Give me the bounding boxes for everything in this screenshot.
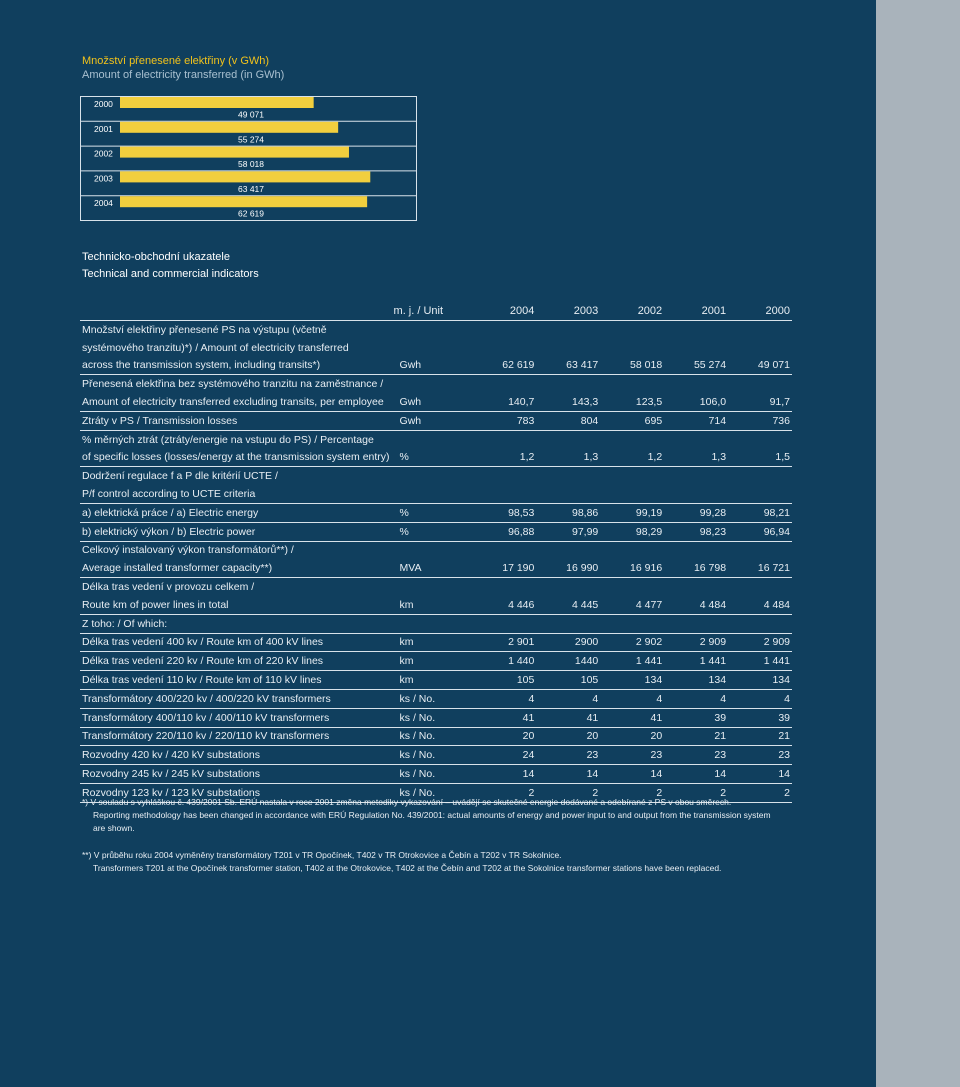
year-label: 2004: [94, 198, 113, 209]
row-value: [536, 339, 600, 357]
bar: [120, 171, 370, 182]
header-year: 2001: [664, 302, 728, 321]
header-label-cell: [80, 302, 392, 321]
table-row: [80, 727, 792, 746]
row-value: [536, 485, 600, 503]
row-unit: %: [392, 449, 473, 467]
row-value: 24: [472, 746, 536, 765]
row-value: [664, 339, 728, 357]
side-stripe: [876, 0, 960, 1087]
table-row: [80, 596, 792, 614]
row-value: 20: [472, 727, 536, 746]
row-value: 39: [728, 708, 792, 727]
row-value: [664, 321, 728, 339]
row-value: 14: [664, 765, 728, 784]
row-value: [536, 375, 600, 393]
footnote-1-cz: *) V souladu s vyhláškou č. 439/2001 Sb. ERÚ nastala v roce 2001 změna metodiky vykazování – uvádějí se skutečné energie dodávané a odebírané z PS v obou směrech.: [82, 797, 732, 807]
row-value: 695: [600, 411, 664, 430]
row-value: 55 274: [664, 357, 728, 375]
bar-chart: [80, 96, 420, 222]
row-value: 4 484: [728, 596, 792, 614]
row-value: 1 440: [472, 652, 536, 671]
table-row: [80, 339, 792, 357]
row-label: Amount of electricity transferred excluding transits, per employee: [80, 393, 392, 411]
row-unit: [392, 321, 473, 339]
row-value: 21: [664, 727, 728, 746]
row-label: % měrných ztrát (ztráty/energie na vstupu do PS) / Percentage: [82, 433, 374, 446]
row-value: 97,99: [536, 522, 600, 541]
value-label: 58 018: [238, 159, 264, 170]
footnote-2-cz: **) V průběhu roku 2004 vyměněny transformátory T201 v TR Opočínek, T402 v TR Otrokovice a Čebín a T202 v TR Sokolnice.: [82, 850, 562, 860]
row-value: 783: [472, 411, 536, 430]
row-value: 1,2: [472, 449, 536, 467]
row-value: 4 477: [600, 596, 664, 614]
row-value: 96,94: [728, 522, 792, 541]
row-value: 143,3: [536, 393, 600, 411]
row-value: 2: [728, 783, 792, 802]
row-value: [600, 321, 664, 339]
row-value: 134: [664, 671, 728, 690]
table-row: [80, 321, 792, 339]
row-label: Ztráty v PS / Transmission losses: [80, 411, 392, 430]
table-row: [80, 578, 792, 596]
row-value: [472, 467, 536, 485]
row-value: [536, 321, 600, 339]
row-value: 23: [600, 746, 664, 765]
row-value: 106,0: [664, 393, 728, 411]
row-value: 2: [664, 783, 728, 802]
row-unit: [392, 541, 473, 559]
row-value: [600, 339, 664, 357]
row-value: 91,7: [728, 393, 792, 411]
table-row: [80, 652, 792, 671]
row-value: 4: [728, 689, 792, 708]
row-label: Délka tras vedení 220 kv / Route km of 220 kV lines: [80, 652, 392, 671]
row-value: 1 441: [600, 652, 664, 671]
value-label: 55 274: [238, 134, 264, 145]
row-value: [600, 578, 664, 596]
row-unit: Gwh: [392, 357, 473, 375]
row-value: 41: [472, 708, 536, 727]
row-value: 62 619: [472, 357, 536, 375]
row-value: [536, 467, 600, 485]
row-value: [728, 321, 792, 339]
bar: [120, 122, 338, 133]
row-unit: [392, 614, 473, 633]
table-row: [80, 746, 792, 765]
row-value: [728, 485, 792, 503]
row-value: 96,88: [472, 522, 536, 541]
row-label: Množství elektřiny přenesené PS na výstupu (včetně: [82, 323, 327, 336]
row-unit: [392, 375, 473, 393]
row-unit: km: [392, 633, 473, 652]
row-unit: ks / No.: [392, 689, 473, 708]
row-value: [664, 467, 728, 485]
table-row: [80, 503, 792, 522]
footnote-1-en-1: Reporting methodology has been changed in accordance with ERÚ Regulation No. 439/2001: actual amounts of energy and power input to and output from the transmission system: [93, 810, 771, 820]
row-value: 14: [728, 765, 792, 784]
row-value: 41: [536, 708, 600, 727]
row-value: [728, 430, 792, 448]
row-unit: [392, 339, 473, 357]
row-label: Celkový instalovaný výkon transformátorů**) /: [82, 544, 294, 557]
row-label: Délka tras vedení 110 kv / Route km of 110 kV lines: [80, 671, 392, 690]
row-value: 4 446: [472, 596, 536, 614]
row-unit: ks / No.: [392, 708, 473, 727]
row-value: [472, 541, 536, 559]
row-unit: %: [392, 522, 473, 541]
row-unit: %: [392, 503, 473, 522]
row-label: a) elektrická práce / a) Electric energy: [80, 503, 392, 522]
row-value: 98,86: [536, 503, 600, 522]
table-row: [80, 633, 792, 652]
row-label: Rozvodny 123 kv / 123 kV substations: [80, 783, 392, 802]
row-value: 14: [536, 765, 600, 784]
row-value: [600, 614, 664, 633]
row-value: 1,3: [536, 449, 600, 467]
row-value: [536, 578, 600, 596]
row-value: 4: [600, 689, 664, 708]
row-value: 4: [536, 689, 600, 708]
row-value: [664, 485, 728, 503]
row-value: 23: [536, 746, 600, 765]
row-value: [664, 578, 728, 596]
row-value: 2: [472, 783, 536, 802]
table-row: [80, 522, 792, 541]
value-label: 62 619: [238, 208, 264, 219]
row-value: 123,5: [600, 393, 664, 411]
row-value: 99,19: [600, 503, 664, 522]
row-unit: km: [392, 596, 473, 614]
row-value: 105: [472, 671, 536, 690]
table-row: [80, 671, 792, 690]
row-value: 1,2: [600, 449, 664, 467]
row-value: [728, 541, 792, 559]
row-value: 17 190: [472, 559, 536, 577]
bar: [120, 97, 314, 108]
row-value: 2: [600, 783, 664, 802]
row-value: [664, 541, 728, 559]
row-value: 2 909: [728, 633, 792, 652]
row-label: Rozvodny 245 kv / 245 kV substations: [80, 765, 392, 784]
row-label: Délka tras vedení 400 kv / Route km of 400 kV lines: [80, 633, 392, 652]
row-label: Transformátory 400/220 kv / 400/220 kV transformers: [80, 689, 392, 708]
row-unit: ks / No.: [392, 727, 473, 746]
row-value: [472, 614, 536, 633]
table-body: [80, 321, 792, 803]
row-unit: [392, 485, 473, 503]
row-label: Average installed transformer capacity**): [80, 559, 392, 577]
row-value: 134: [600, 671, 664, 690]
row-value: [472, 339, 536, 357]
table-row: [80, 411, 792, 430]
row-value: [600, 430, 664, 448]
row-value: 20: [600, 727, 664, 746]
row-value: 804: [536, 411, 600, 430]
row-unit: ks / No.: [392, 765, 473, 784]
row-unit: [392, 467, 473, 485]
row-value: 4: [472, 689, 536, 708]
table-row: [80, 467, 792, 485]
row-unit: km: [392, 652, 473, 671]
row-unit: km: [392, 671, 473, 690]
row-label: Přenesená elektřina bez systémového tranzitu na zaměstnance /: [82, 378, 384, 391]
row-label: Route km of power lines in total: [80, 596, 392, 614]
row-unit: [392, 578, 473, 596]
row-value: 63 417: [536, 357, 600, 375]
table-row: [80, 357, 792, 375]
row-value: 21: [728, 727, 792, 746]
row-label: Transformátory 220/110 kv / 220/110 kV transformers: [80, 727, 392, 746]
row-value: [600, 467, 664, 485]
row-value: 1440: [536, 652, 600, 671]
row-value: 16 916: [600, 559, 664, 577]
row-value: 98,23: [664, 522, 728, 541]
row-label: Z toho: / Of which:: [80, 614, 392, 633]
row-value: 39: [664, 708, 728, 727]
row-label: Dodržení regulace f a P dle kritérií UCTE /: [82, 470, 278, 483]
bar: [120, 147, 349, 158]
row-value: 16 990: [536, 559, 600, 577]
row-unit: ks / No.: [392, 783, 473, 802]
row-value: [728, 339, 792, 357]
year-label: 2003: [94, 173, 113, 184]
row-unit: Gwh: [392, 411, 473, 430]
row-value: [728, 375, 792, 393]
row-value: 23: [728, 746, 792, 765]
header-year: 2004: [472, 302, 536, 321]
row-value: 4: [664, 689, 728, 708]
header-year: 2003: [536, 302, 600, 321]
row-value: [472, 321, 536, 339]
row-value: 23: [664, 746, 728, 765]
row-value: [600, 485, 664, 503]
row-value: 140,7: [472, 393, 536, 411]
row-unit: Gwh: [392, 393, 473, 411]
footnote-2-en: Transformers T201 at the Opočínek transformer station, T402 at the Otrokovice, T402 at the Čebín and T202 at the Sokolnice transformer stations have been replaced.: [93, 863, 722, 873]
table-row: [80, 541, 792, 559]
row-value: 99,28: [664, 503, 728, 522]
row-label: b) elektrický výkon / b) Electric power: [80, 522, 392, 541]
row-value: 4 484: [664, 596, 728, 614]
indicators-table: [80, 302, 792, 803]
row-value: 736: [728, 411, 792, 430]
footnote-1-en-2: are shown.: [93, 823, 135, 833]
footnotes: [82, 796, 794, 875]
row-value: 98,53: [472, 503, 536, 522]
row-value: [728, 467, 792, 485]
row-label: Rozvodny 420 kv / 420 kV substations: [80, 746, 392, 765]
row-value: 2: [536, 783, 600, 802]
row-value: 14: [600, 765, 664, 784]
row-value: 1 441: [728, 652, 792, 671]
table-row: [80, 430, 792, 448]
row-value: 98,21: [728, 503, 792, 522]
section-title-cz: Technicko-obchodní ukazatele: [82, 251, 230, 263]
year-label: 2002: [94, 148, 113, 159]
year-label: 2000: [94, 99, 113, 109]
row-label: Délka tras vedení v provozu celkem /: [82, 581, 255, 594]
table-row: [80, 375, 792, 393]
table-row: [80, 689, 792, 708]
table-row: [80, 393, 792, 411]
row-value: [472, 430, 536, 448]
row-value: 2900: [536, 633, 600, 652]
table-row: [80, 614, 792, 633]
row-value: [664, 614, 728, 633]
section-title-en: Technical and commercial indicators: [82, 268, 259, 280]
table-row: [80, 765, 792, 784]
header-year: 2000: [728, 302, 792, 321]
row-value: 1,5: [728, 449, 792, 467]
row-label: of specific losses (losses/energy at the transmission system entry): [80, 449, 392, 467]
row-value: 1 441: [664, 652, 728, 671]
year-label: 2001: [94, 123, 113, 134]
row-value: [536, 614, 600, 633]
row-value: 14: [472, 765, 536, 784]
row-value: 98,29: [600, 522, 664, 541]
row-value: 2 902: [600, 633, 664, 652]
row-value: 16 721: [728, 559, 792, 577]
row-value: 49 071: [728, 357, 792, 375]
row-value: [664, 375, 728, 393]
row-label: across the transmission system, including transits*): [80, 357, 392, 375]
value-label: 49 071: [238, 109, 264, 120]
bar: [120, 196, 367, 207]
row-value: [664, 430, 728, 448]
row-value: 2 909: [664, 633, 728, 652]
table-header-row: [80, 302, 792, 321]
row-unit: [392, 430, 473, 448]
row-value: 58 018: [600, 357, 664, 375]
chart-title-en: Amount of electricity transferred (in GWh): [82, 69, 285, 81]
row-value: [472, 375, 536, 393]
row-unit: MVA: [392, 559, 473, 577]
row-value: [536, 541, 600, 559]
row-value: [472, 578, 536, 596]
row-value: [600, 541, 664, 559]
row-value: 16 798: [664, 559, 728, 577]
value-label: 63 417: [238, 183, 264, 194]
row-value: [728, 614, 792, 633]
row-value: 134: [728, 671, 792, 690]
row-value: 20: [536, 727, 600, 746]
row-value: [472, 485, 536, 503]
table-row: [80, 559, 792, 577]
row-value: 41: [600, 708, 664, 727]
row-value: 105: [536, 671, 600, 690]
row-value: [728, 578, 792, 596]
row-value: 4 445: [536, 596, 600, 614]
row-value: 714: [664, 411, 728, 430]
table-row: [80, 449, 792, 467]
table-row: [80, 708, 792, 727]
row-value: 2 901: [472, 633, 536, 652]
row-value: 1,3: [664, 449, 728, 467]
row-label: P/f control according to UCTE criteria: [80, 485, 392, 503]
row-value: [600, 375, 664, 393]
header-year: 2002: [600, 302, 664, 321]
row-value: [536, 430, 600, 448]
header-unit: m. j. / Unit: [392, 302, 473, 321]
chart-title-cz: Množství přenesené elektřiny (v GWh): [82, 55, 270, 67]
row-unit: ks / No.: [392, 746, 473, 765]
table-row: [80, 485, 792, 503]
row-label: Transformátory 400/110 kv / 400/110 kV transformers: [80, 708, 392, 727]
row-label: systémového tranzitu)*) / Amount of electricity transferred: [82, 341, 349, 354]
